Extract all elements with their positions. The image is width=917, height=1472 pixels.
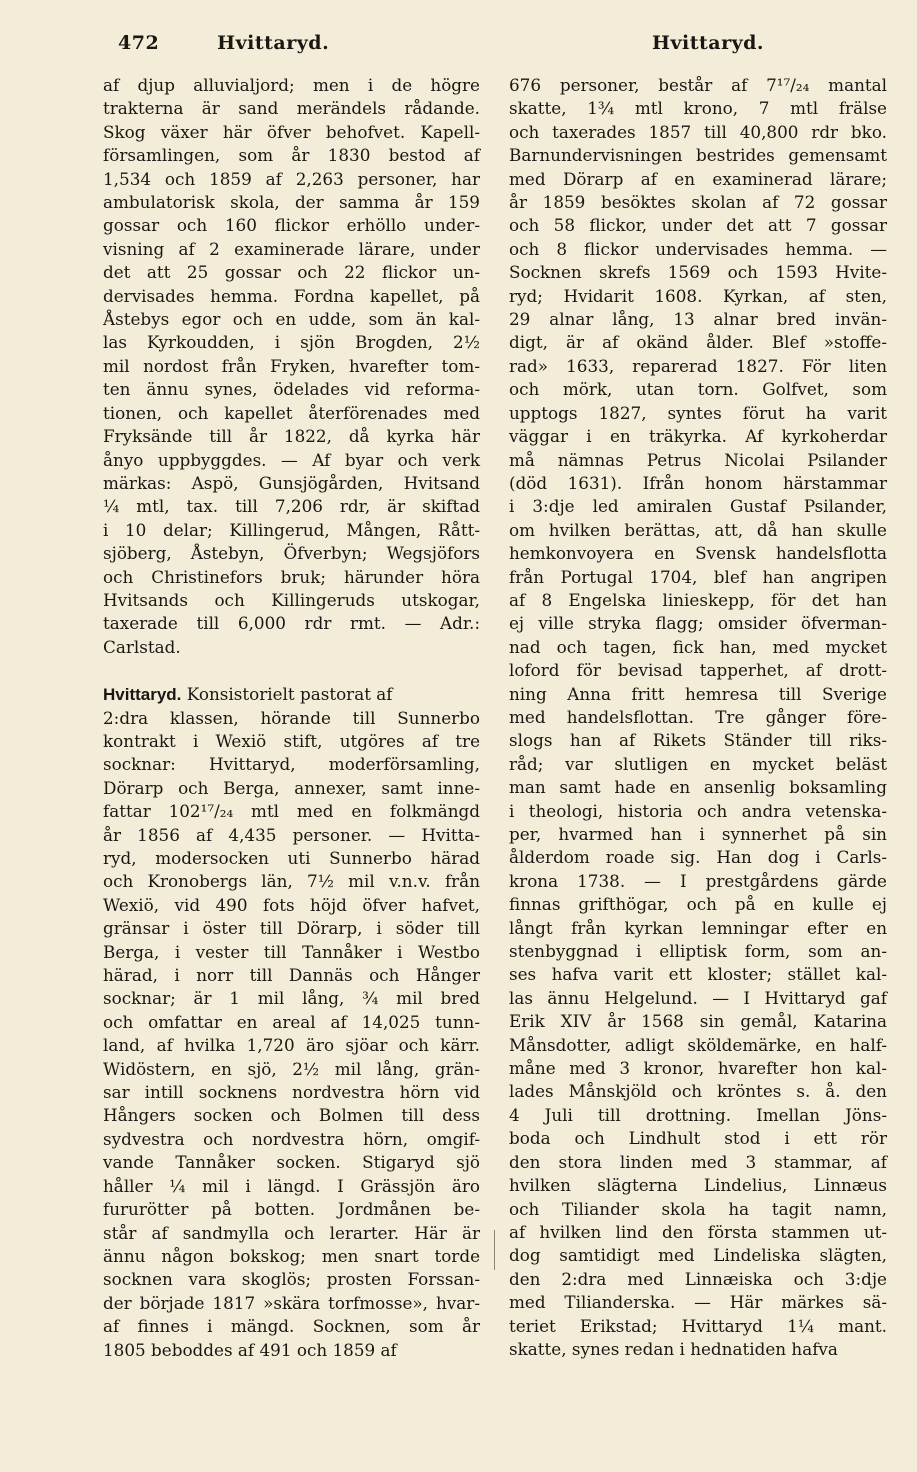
text-line: af finnes i mängd. Socknen, som år [103,1316,480,1337]
text-line: kontrakt i Wexiö stift, utgöres af tre [103,730,480,751]
text-line: ännu någon bokskog; men snart torde [103,1245,480,1266]
text-line: der började 1817 »skära torfmosse», hvar- [103,1292,480,1313]
text-line: trakterna är sand merändels rådande. [103,98,480,119]
text-line: Carlstad. [103,636,181,657]
text-line: af djup alluvialjord; men i de högre [103,75,480,95]
text-line: Barnundervisningen bestrides gemensamt [509,145,887,166]
text-line: socknar: Hvittaryd, moderförsamling, [103,754,480,775]
text-line: församlingen, som år 1830 bestod af [103,145,480,166]
text-line: 1,534 och 1859 af 2,263 personer, har [103,168,480,189]
text-line: i theologi, historia och andra vetenska- [509,800,887,821]
text-line: den stora linden med 3 stammar, af [509,1151,887,1172]
text-line: och Christinefors bruk; härunder höra [103,566,480,587]
text-line: sar intill socknens nordvestra hörn vid [103,1082,480,1103]
text-line: sydvestra och nordvestra hörn, omgif- [103,1128,480,1149]
text-line: nad och tagen, fick han, med mycket [509,636,887,657]
text-line: ånyo uppbyggdes. — Af byar och verk [103,449,480,470]
entry-headword: Hvittaryd. [103,685,182,705]
text-line: las Kyrkoudden, i sjön Brogden, 2½ [103,332,480,353]
text-line: ålderdom roade sig. Han dog i Carls- [509,847,887,868]
text-line: Dörarp och Berga, annexer, samt inne- [103,777,480,798]
text-line: ¼ mtl, tax. till 7,206 rdr, är skiftad [103,496,480,517]
text-line: af 8 Engelska linieskepp, för det han [509,589,887,610]
text-line: och mörk, utan torn. Golfvet, som [509,379,887,400]
text-line: lades Månskjöld och kröntes s. å. den [509,1081,887,1102]
text-line: boda och Lindhult stod i ett rör [509,1128,887,1149]
text-line: rad» 1633, reparerad 1827. För liten [509,355,887,376]
text-line: år 1856 af 4,435 personer. — Hvitta- [103,824,480,845]
page-number: 472 [118,32,160,54]
text-line: loford för bevisad tapperhet, af drott- [509,660,887,681]
text-line: mil nordost från Fryken, hvarefter tom- [103,355,480,376]
text-line: och taxerades 1857 till 40,800 rdr bko. [509,121,887,142]
text-line: digt, är af okänd ålder. Blef »stoffe- [509,332,887,353]
paragraph-right-continuation [509,74,887,1361]
text-line: dervisades hemma. Fordna kapellet, på [103,285,480,306]
text-line: Åstebys egor och en udde, som än kal- [103,309,480,330]
text-line: stenbyggnad i elliptisk form, som an- [509,941,887,962]
text-line: ej ville stryka flagg; omsider öfverman- [509,613,887,634]
text-line: fururötter på botten. Jordmånen be- [103,1199,480,1220]
text-line: och 58 flickor, under det att 7 gossar [509,215,887,236]
text-line: långt från kyrkan lemningar efter en [509,917,887,938]
running-title-left: Hvittaryd. [217,32,330,54]
text-line: fattar 102¹⁷/₂₄ mtl med en folkmängd [103,801,480,822]
text-line: las ännu Helgelund. — I Hvittaryd gaf [509,987,887,1008]
text-line: 1805 beboddes af 491 och 1859 af [103,1339,397,1360]
text-line: Hvitsands och Killingeruds utskogar, [103,589,480,610]
text-line: med handelsflottan. Tre gånger före- [509,706,887,727]
text-line: och 8 flickor undervisades hemma. — [509,238,887,259]
text-line: Månsdotter, adligt sköldemärke, en half- [509,1034,887,1055]
text-line: krona 1738. — I prestgårdens gärde [509,870,887,891]
text-line: dog samtidigt med Lindeliska slägten, [509,1245,887,1266]
text-line: om hvilken berättas, att, då han skulle [509,519,887,540]
text-line: Hångers socken och Bolmen till dess [103,1105,480,1126]
text-line: ryd, modersocken uti Sunnerbo härad [103,848,480,868]
text-line: ambulatorisk skola, der samma år 159 [103,192,480,213]
text-line: i 3:dje led amiralen Gustaf Psilander, [509,496,887,517]
text-line: Skog växer här öfver behofvet. Kapell- [103,121,480,142]
text-line: Socknen skrefs 1569 och 1593 Hvite- [509,262,887,283]
text-line-first: Konsistorielt pastorat af [186,684,393,705]
column-rule [494,1230,495,1270]
text-line: gränsar i öster till Dörarp, i söder till [103,918,480,939]
text-line: Erik XIV år 1568 sin gemål, Katarina [509,1011,887,1032]
text-line: och Kronobergs län, 7½ mil v.n.v. från [103,871,480,892]
running-title-right: Hvittaryd. [652,32,765,54]
paragraph-fryksande-chapel [103,74,480,659]
text-line: 676 personer, består af 7¹⁷/₂₄ mantal [509,75,887,95]
text-line: slogs han af Rikets Ständer till riks- [509,730,887,751]
text-line: gossar och 160 flickor erhöllo under- [103,215,480,236]
text-line: med Dörarp af en examinerad lärare; [509,168,887,189]
text-line: härad, i norr till Dannäs och Hånger [103,965,480,986]
text-line: år 1859 besöktes skolan af 72 gossar [509,192,887,213]
text-line: märkas: Aspö, Gunsjögården, Hvitsand [103,472,480,493]
text-line: skatte, 1¾ mtl krono, 7 mtl frälse [509,98,887,119]
page-header-left [118,32,329,54]
text-line: ses hafva varit ett kloster; stället kal- [509,964,887,985]
text-line: (död 1631). Ifrån honom härstammar [509,472,887,493]
text-line: må nämnas Petrus Nicolai Psilander [509,449,887,470]
text-line: från Portugal 1704, blef han angripen [509,566,887,587]
text-line: socknen vara skoglös; prosten Forssan- [103,1269,480,1290]
text-line: sjöberg, Åstebyn, Öfverbyn; Wegsjöfors [103,543,480,564]
text-line: 2:dra klassen, hörande till Sunnerbo [103,707,480,728]
text-line: 29 alnar lång, 13 alnar bred invän- [509,309,887,330]
text-line: skatte, synes redan i hednatiden hafva [509,1338,838,1359]
text-line: med Tilianderska. — Här märkes sä- [509,1292,887,1313]
text-line: taxerade till 6,000 rdr rmt. — Adr.: [103,613,480,634]
text-line: ten ännu synes, ödelades vid reforma- [103,379,480,400]
text-line: ryd; Hvidarit 1608. Kyrkan, af sten, [509,285,887,306]
left-column [103,74,480,1362]
text-line: väggar i en träkyrka. Af kyrkoherdar [509,426,887,447]
text-line: per, hvarmed han i synnerhet på sin [509,824,887,844]
text-line: finnas grifthögar, och på en kulle ej [509,894,887,915]
text-line: står af sandmylla och lerarter. Här är [103,1222,480,1243]
text-line: hvilken slägterna Lindelius, Linnæus [509,1175,887,1196]
text-line: håller ¼ mil i längd. I Grässjön äro [103,1175,480,1196]
text-line: 4 Juli till drottning. Imellan Jöns- [509,1104,887,1125]
text-line: Fryksände till år 1822, då kyrka här [103,426,480,447]
text-line: socknar; är 1 mil lång, ¾ mil bred [103,988,480,1009]
text-line: upptogs 1827, syntes förut ha varit [509,402,887,423]
text-line: visning af 2 examinerade lärare, under [103,238,480,259]
text-line: måne med 3 kronor, hvarefter hon kal- [509,1058,887,1079]
text-line: den 2:dra med Linnæiska och 3:dje [509,1268,887,1289]
right-column [509,74,887,1361]
text-line: Wexiö, vid 490 fots höjd öfver hafvet, [103,894,480,915]
text-line: af hvilken lind den första stammen ut- [509,1221,887,1242]
text-line: och omfattar en areal af 14,025 tunn- [103,1011,480,1032]
text-line: vande Tannåker socken. Stigaryd sjö [103,1152,480,1173]
text-line: råd; var slutligen en mycket beläst [509,753,887,774]
text-line: man samt hade en ansenlig boksamling [509,777,887,798]
text-line: det att 25 gossar och 22 flickor un- [103,262,480,283]
text-line: ning Anna fritt hemresa till Sverige [509,683,887,704]
text-line: tionen, och kapellet återförenades med [103,402,480,423]
text-line: Berga, i vester till Tannåker i Westbo [103,941,480,962]
text-line: och Tiliander skola ha tagit namn, [509,1198,887,1219]
paragraph-hvittaryd-entry [103,683,480,1362]
text-line: hemkonvoyera en Svensk handelsflotta [509,543,887,564]
text-line: land, af hvilka 1,720 äro sjöar och kärr. [103,1035,480,1056]
text-line: i 10 delar; Killingerud, Mången, Rått- [103,519,480,540]
text-line: teriet Erikstad; Hvittaryd 1¼ mant. [509,1315,887,1336]
text-line: Widöstern, en sjö, 2½ mil lång, grän- [103,1058,480,1079]
